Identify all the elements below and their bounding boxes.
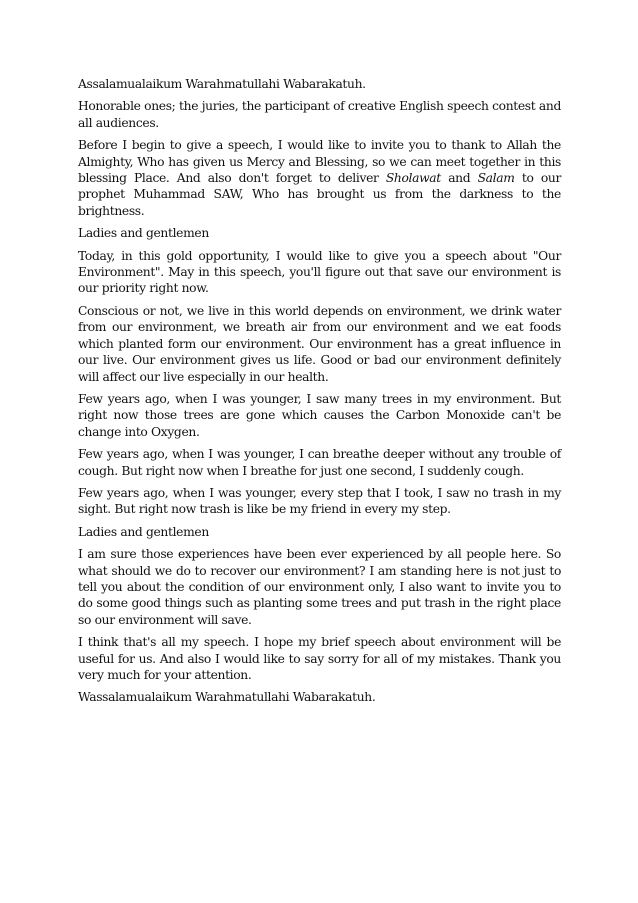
honorable-paragraph: Honorable ones; the juries, the participant of creative English speech contest and all audiences. [78, 99, 561, 130]
closing-paragraph: Wassalamualaikum Warahmatullahi Wabarakatuh. [78, 690, 376, 705]
opening-paragraph [78, 137, 561, 219]
opening-text-2: to our prophet Muhammad SAW, Who has brought us from the darkness to the brightness. [78, 171, 561, 218]
opening-text-1: Before I begin to give a speech, I would like to invite you to thank to Allah the Almighty, Who has given us Mercy and Blessing, so we can meet together in this blessing Place. And also don't forget to deliver [78, 138, 561, 186]
salam-term: Salam [477, 171, 515, 186]
ladies-gentlemen-2: Ladies and gentlemen [78, 524, 209, 539]
and-word: and [440, 171, 478, 186]
trash-paragraph: Few years ago, when I was younger, every step that I took, I saw no trash in my sight. But right now trash is like be my friend in every my step. [78, 485, 561, 517]
greeting-paragraph: Assalamualaikum Warahmatullahi Wabarakatuh. [78, 77, 366, 91]
trees-paragraph: Few years ago, when I was younger, I saw many trees in my environment. But right now those trees are gone which causes the Carbon Monoxide can't be change into Oxygen. [78, 391, 561, 439]
conscious-paragraph: Conscious or not, we live in this world depends on environment, we drink water from our environment, we breath air from our environment and we eat foods which planted form our environment. Our environment has a great influence in our live. Our environment gives us life. Good or bad our environment definitely will affect our live especially in our health. [78, 303, 561, 384]
today-paragraph: Today, in this gold opportunity, I would like to give you a speech about "Our Environment". May in this speech, you'll figure out that save our environment is our priority right now. [78, 248, 561, 296]
breathe-paragraph: Few years ago, when I was younger, I can breathe deeper without any trouble of cough. But right now when I breathe for just one second, I suddenly cough. [78, 447, 561, 478]
sholawat-term: Sholawat [385, 171, 441, 186]
conclusion-paragraph: I think that's all my speech. I hope my brief speech about environment will be useful for us. And also I would like to say sorry for all of my mistakes. Thank you very much for your attention. [78, 635, 561, 682]
experiences-paragraph: I am sure those experiences have been ever experienced by all people here. So what should we do to recover our environment? I am standing here is not just to tell you about the condition of our environment only, I also want to invite you to do some good things such as planting some trees and put trash in the right place so our environment will save. [78, 547, 561, 627]
ladies-gentlemen-1: Ladies and gentlemen [78, 226, 209, 241]
speech-document [78, 76, 561, 712]
